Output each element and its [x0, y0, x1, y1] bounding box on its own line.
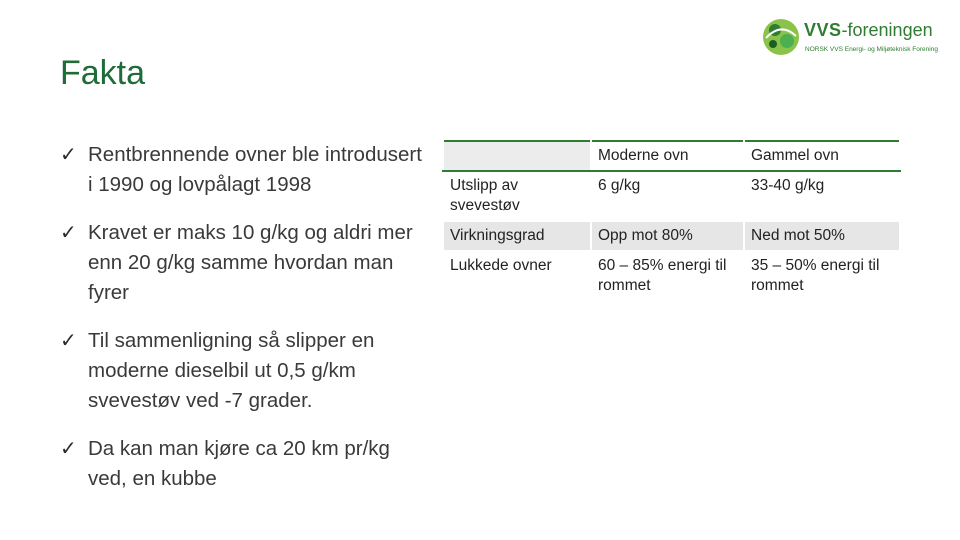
table-row: [443, 221, 900, 251]
check-icon: ✓: [60, 222, 77, 244]
check-icon: ✓: [60, 144, 77, 166]
table-cell: 33-40 g/kg: [744, 171, 900, 221]
bullet-text: Rentbrennende ovner ble introdusert i 1990 og lovpålagt 1998: [88, 143, 422, 196]
bullet-text: Kravet er maks 10 g/kg og aldri mer enn 20 g/kg samme hvordan man fyrer: [88, 221, 413, 304]
table-cell: 35 – 50% energi til rommet: [744, 251, 900, 301]
table-header-row: [443, 141, 900, 171]
bullet-text: Til sammenligning så slipper en moderne dieselbil ut 0,5 g/km svevestøv ved -7 grader.: [88, 329, 375, 412]
logo-brand-bold: VVS: [804, 20, 842, 40]
table-header-cell: Gammel ovn: [744, 141, 900, 171]
bullet-item: [60, 434, 430, 494]
table-row-label: Virkningsgrad: [443, 221, 591, 251]
check-icon: ✓: [60, 330, 77, 352]
table-cell: 60 – 85% energi til rommet: [591, 251, 744, 301]
table-row: [443, 251, 900, 301]
logo-wordmark: [804, 20, 933, 41]
table-header-cell: Moderne ovn: [591, 141, 744, 171]
slide-title: Fakta: [60, 54, 146, 92]
vvs-logo: [760, 16, 950, 64]
bullet-list: [60, 140, 430, 512]
logo-brand-rest: -foreningen: [841, 20, 933, 40]
comparison-table: [442, 140, 901, 302]
logo-tagline: NORSK VVS Energi- og Miljøteknisk Forening: [805, 46, 938, 53]
table-row-label: Utslipp av svevestøv: [443, 171, 591, 221]
table-cell: Opp mot 80%: [591, 221, 744, 251]
bullet-item: [60, 218, 430, 308]
bullet-text: Da kan man kjøre ca 20 km pr/kg ved, en kubbe: [88, 437, 390, 490]
table-cell: Ned mot 50%: [744, 221, 900, 251]
vvs-logo-icon: [760, 16, 802, 58]
table-cell: 6 g/kg: [591, 171, 744, 221]
bullet-item: [60, 326, 430, 416]
bullet-item: [60, 140, 430, 200]
table-row: [443, 171, 900, 221]
check-icon: ✓: [60, 438, 77, 460]
table-row-label: Lukkede ovner: [443, 251, 591, 301]
table-header-cell: [443, 141, 591, 171]
